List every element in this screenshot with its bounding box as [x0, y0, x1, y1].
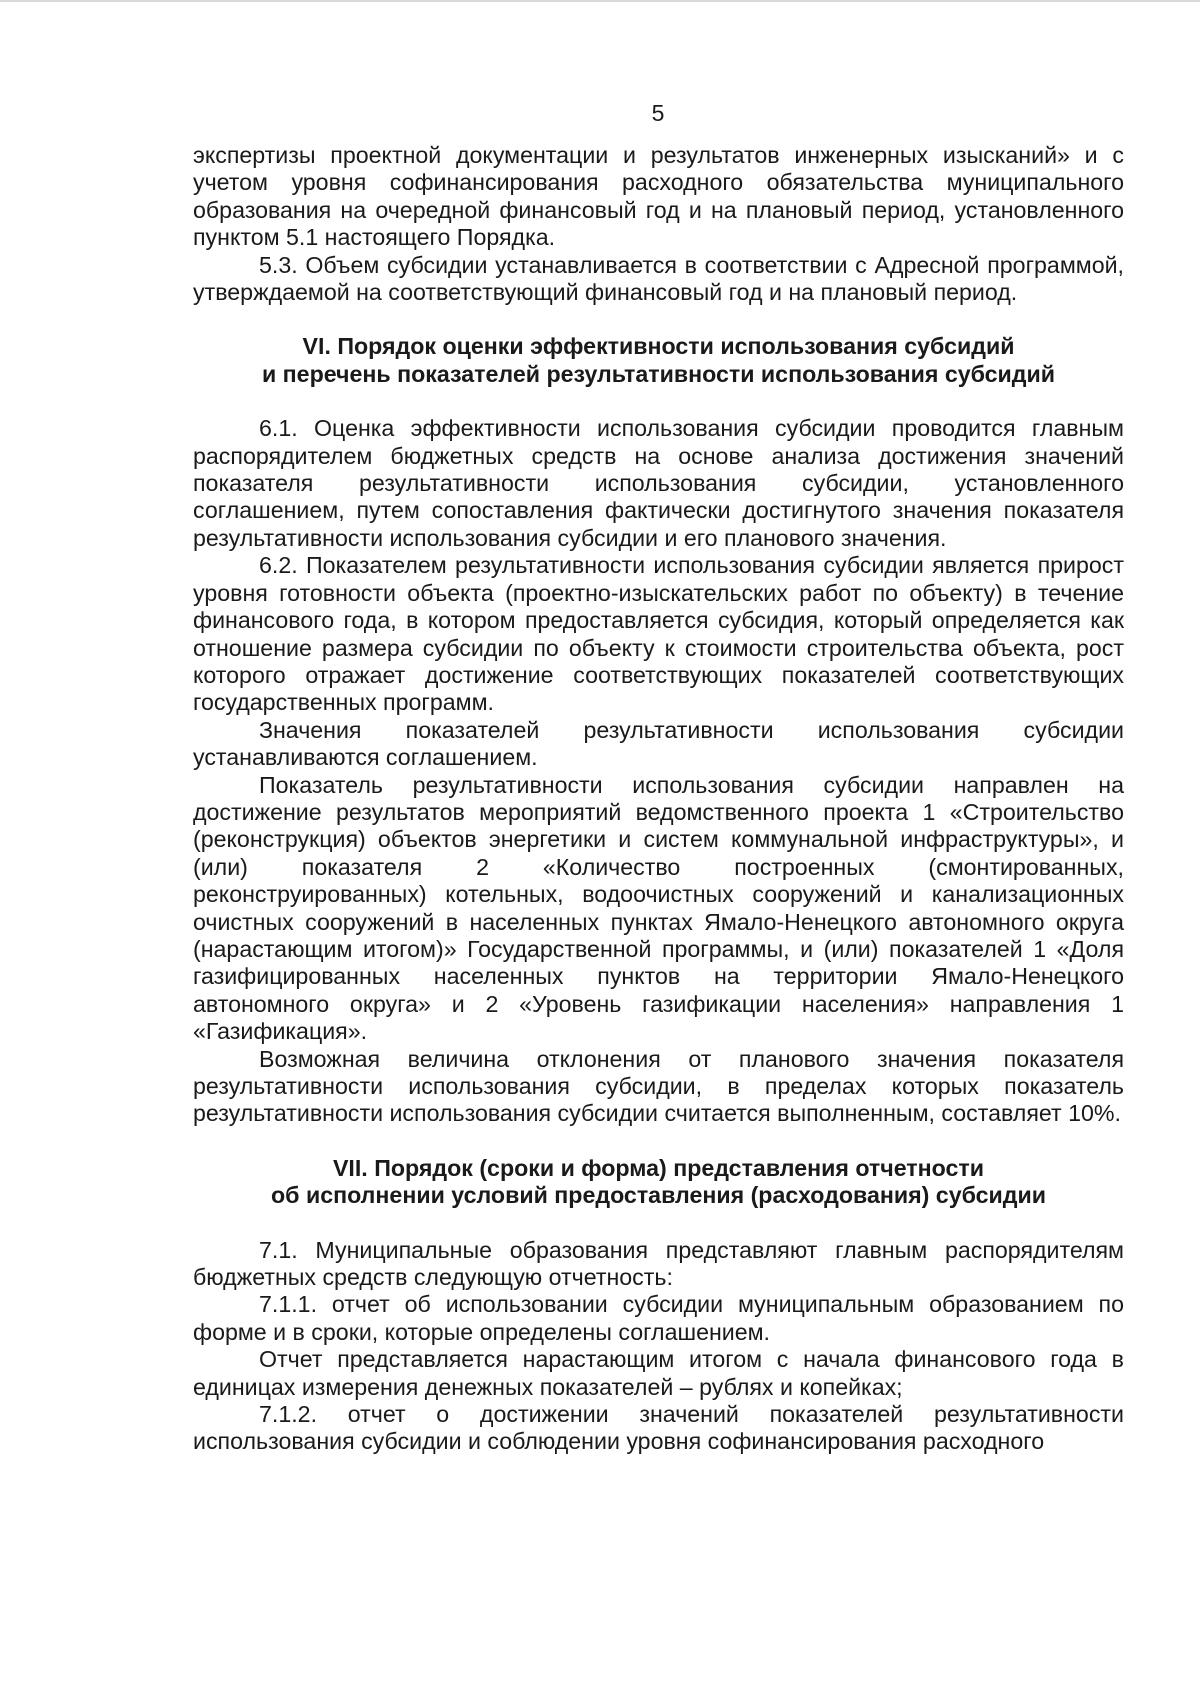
section-vii-heading-line1: VII. Порядок (сроки и форма) представления отчетности: [332, 1154, 985, 1181]
section-vii-heading-line2: об исполнении условий предоставления (расходования) субсидии: [271, 1182, 1046, 1209]
section-vi-heading-line1: VI. Порядок оценки эффективности использования субсидий: [302, 333, 1015, 360]
section-vi-heading-line2: и перечень показателей результативности использования субсидий: [261, 360, 1056, 387]
section-vii-heading: [193, 1155, 1124, 1210]
paragraph-continuation: экспертизы проектной документации и результатов инженерных изысканий» и с учетом уровня софинансирования расходного обязательства муниципального образования на очередной финансовый год и на плановый период, установленного пунктом 5.1 настоящего Порядка.: [193, 142, 1124, 251]
paragraph-7-1-2: 7.1.2. отчет о достижении значений показателей результативности использования субсидии и соблюдении уровня софинансирования расходного: [193, 1401, 1124, 1455]
paragraph-6-1: 6.1. Оценка эффективности использования субсидии проводится главным распорядителем бюджетных средств на основе анализа достижения значений показателя результативности использования субсидии, установленного соглашением, путем сопоставления фактически достигнутого значения показателя результативности использования субсидии и его планового значения.: [193, 415, 1124, 551]
paragraph-deviation: Возможная величина отклонения от планового значения показателя результативности использования субсидии, в пределах которых показатель результативности использования субсидии считается выполненным, составляет 10%.: [193, 1045, 1124, 1127]
paragraph-report-cumulative: Отчет представляется нарастающим итогом с начала финансового года в единицах измерения денежных показателей – рублях и копейках;: [193, 1346, 1124, 1400]
paragraph-indicator-values: Значения показателей результативности использования субсидии устанавливаются соглашением.: [193, 716, 1124, 771]
paragraph-7-1-1: 7.1.1. отчет об использовании субсидии муниципальным образованием по форме и в сроки, которые определены соглашением.: [193, 1291, 1124, 1345]
section-vi-heading: [193, 333, 1124, 388]
scan-edge: [0, 0, 1200, 2]
paragraph-5-3: 5.3. Объем субсидии устанавливается в соответствии с Адресной программой, утверждаемой на соответствующий финансовый год и на плановый период.: [193, 251, 1124, 306]
document-body: [193, 142, 1124, 1456]
paragraph-7-1: 7.1. Муниципальные образования представляют главным распорядителям бюджетных средств следующую отчетность:: [193, 1236, 1124, 1291]
page-number: 5: [651, 100, 665, 126]
paragraph-indicator-direction: Показатель результативности использования субсидии направлен на достижение результатов мероприятий ведомственного проекта 1 «Строительство (реконструкция) объектов энергетики и систем коммунальной инфраструктуры», и (или) показателя 2 «Количество построенных (смонтированных, реконструированных) котельных, водоочистных сооружений и канализационных очистных сооружений в населенных пунктах Ямало-Ненецкого автономного округа (нарастающим итогом)» Государственной программы, и (или) показателей 1 «Доля газифицированных населенных пунктов на территории Ямало-Ненецкого автономного округа» и 2 «Уровень газификации населения» направления 1 «Газификация».: [193, 771, 1124, 1045]
paragraph-6-2: 6.2. Показателем результативности использования субсидии является прирост уровня готовности объекта (проектно-изыскательских работ по объекту) в течение финансового года, в котором предоставляется субсидия, который определяется как отношение размера субсидии по объекту к стоимости строительства объекта, рост которого отражает достижение соответствующих показателей соответствующих государственных программ.: [193, 552, 1124, 716]
